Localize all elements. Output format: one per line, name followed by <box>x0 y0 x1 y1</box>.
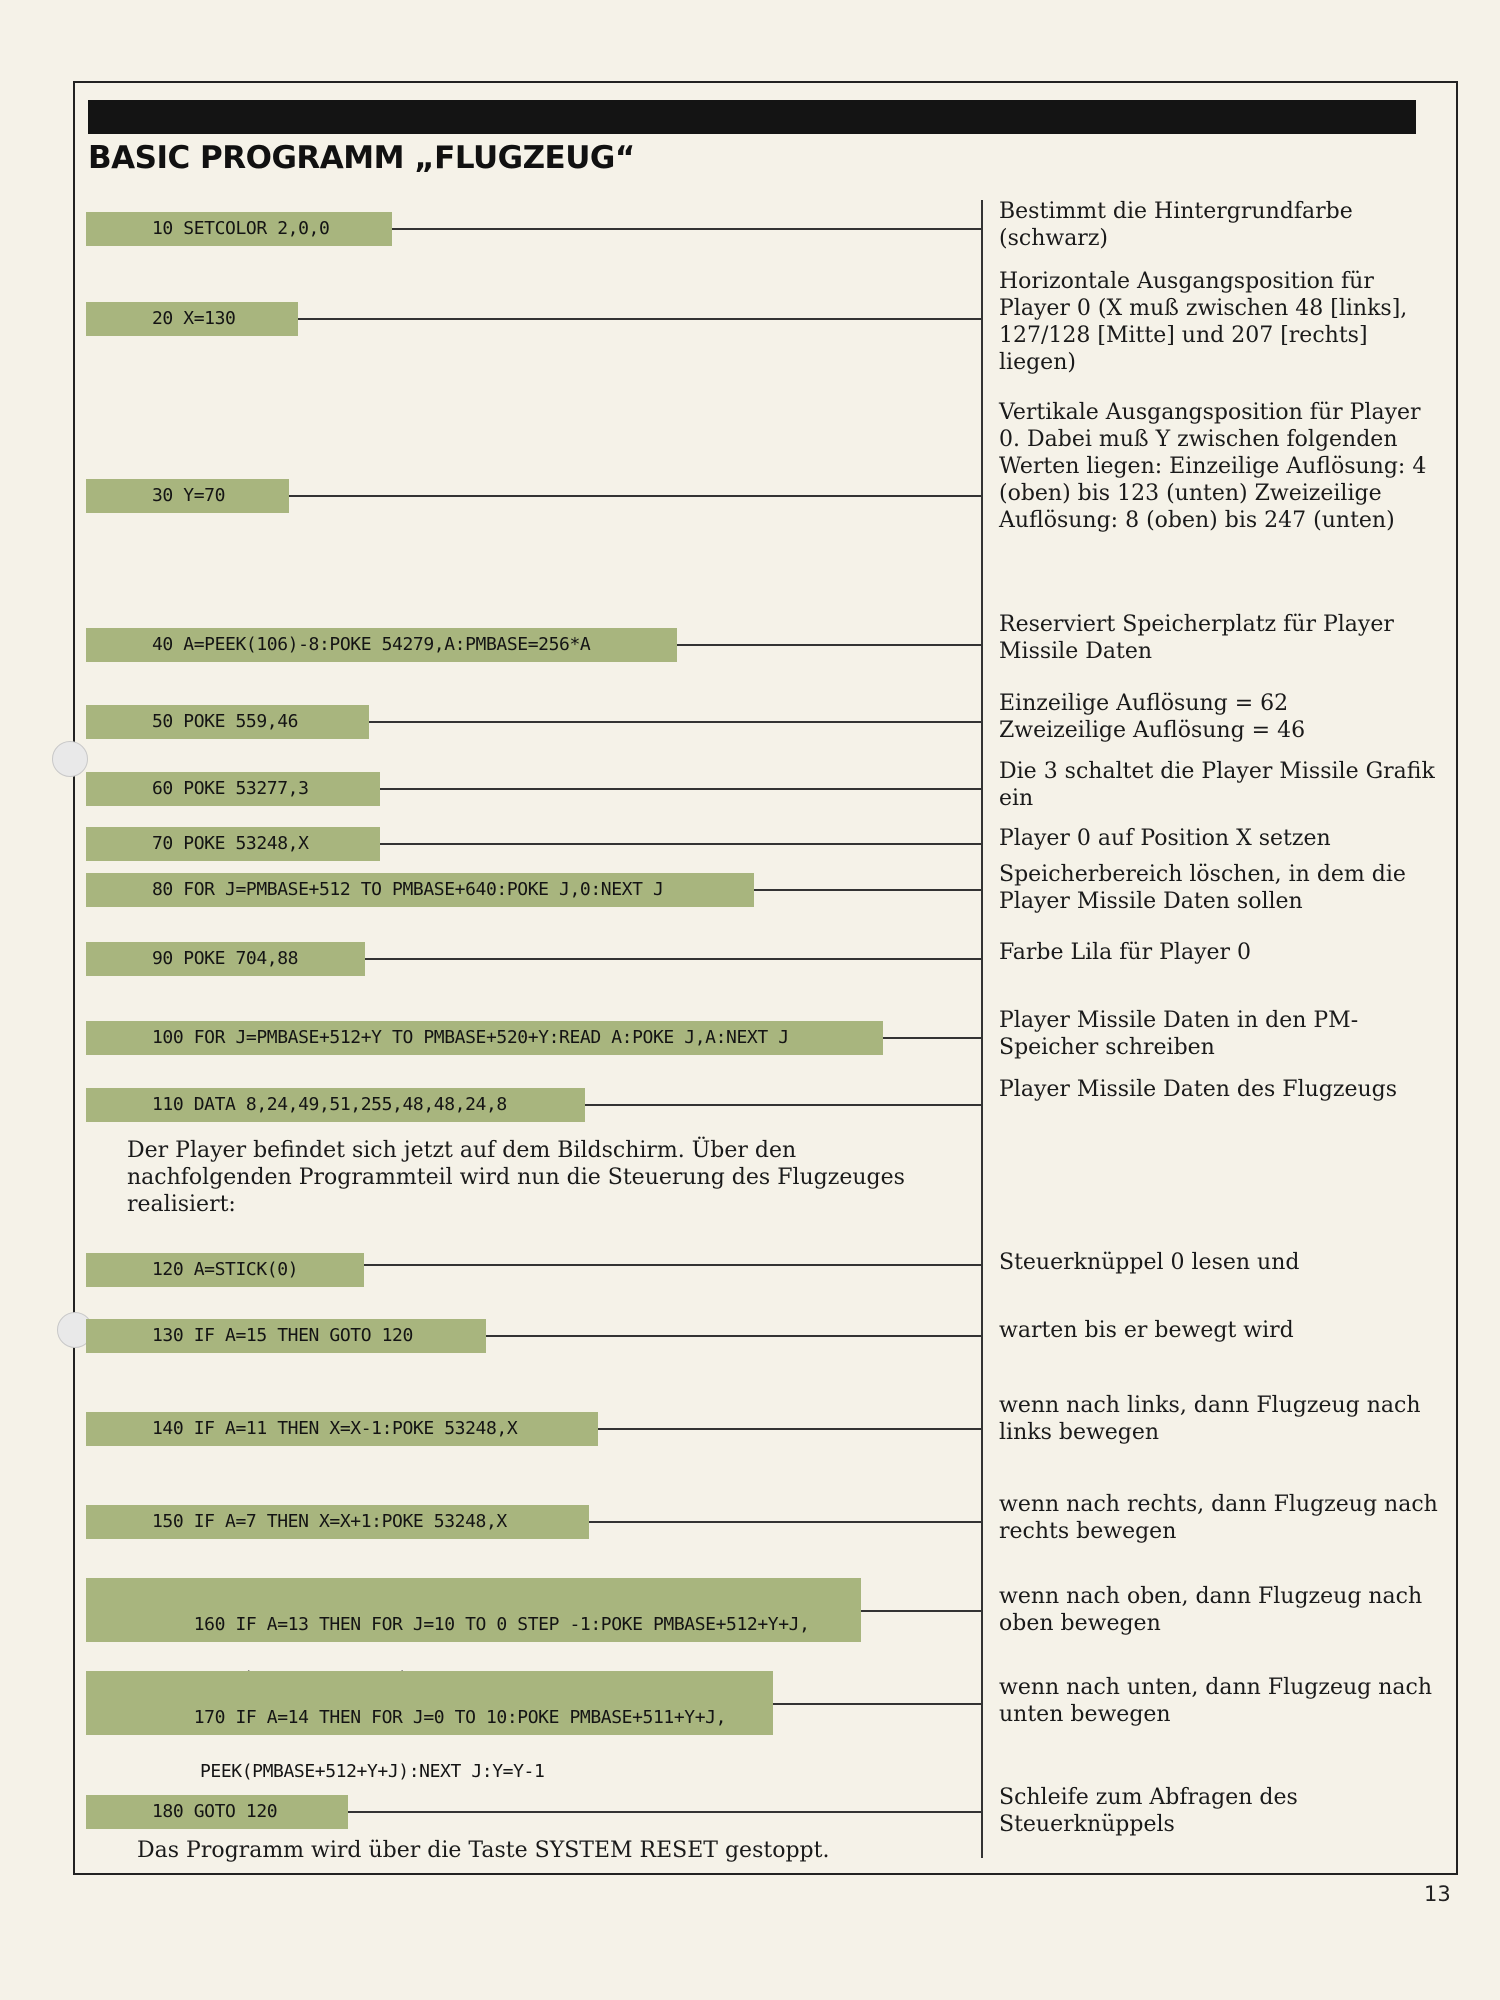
annotation: Die 3 schaltet die Player Missile Grafik ein <box>999 759 1435 811</box>
annotation: warten bis er bewegt wird <box>999 1318 1294 1343</box>
leader-line <box>486 1335 981 1337</box>
column-divider <box>981 200 983 1858</box>
annotation: Steuerknüppel 0 lesen und <box>999 1250 1300 1275</box>
code-line: 130 IF A=15 THEN GOTO 120 <box>86 1319 486 1353</box>
code-line: 60 POKE 53277,3 <box>86 772 380 806</box>
code-text: 160 IF A=13 THEN FOR J=10 TO 0 STEP -1:POKE PMBASE+512+Y+J, <box>193 1614 810 1635</box>
annotation: wenn nach oben, dann Flugzeug nach oben bewegen <box>999 1584 1423 1636</box>
leader-line <box>585 1104 981 1106</box>
leader-line <box>289 495 981 497</box>
binder-hole <box>52 741 88 777</box>
intro-paragraph: Der Player befindet sich jetzt auf dem Bildschirm. Über den nachfolgenden Programmteil wird nun die Steuerung des Flugzeuges realisiert: <box>127 1138 905 1217</box>
annotation: Schleife zum Abfragen des Steuerknüppels <box>999 1785 1298 1837</box>
code-line: 140 IF A=11 THEN X=X-1:POKE 53248,X <box>86 1412 598 1446</box>
annotation: Horizontale Ausgangsposition für Player 0 (X muß zwischen 48 [links], 127/128 [Mitte] und 207 [rechts] liegen) <box>999 269 1408 375</box>
code-line <box>86 1578 861 1642</box>
code-line: 30 Y=70 <box>86 479 289 513</box>
footer-note: Das Programm wird über die Taste SYSTEM RESET gestoppt. <box>137 1838 830 1863</box>
leader-line <box>369 721 981 723</box>
leader-line <box>589 1521 981 1523</box>
code-text: 170 IF A=14 THEN FOR J=0 TO 10:POKE PMBASE+511+Y+J, <box>193 1707 727 1728</box>
annotation: wenn nach unten, dann Flugzeug nach unten bewegen <box>999 1675 1433 1727</box>
code-line: 40 A=PEEK(106)-8:POKE 54279,A:PMBASE=256*A <box>86 628 677 662</box>
code-line: 150 IF A=7 THEN X=X+1:POKE 53248,X <box>86 1505 589 1539</box>
leader-line <box>380 788 981 790</box>
leader-line <box>380 843 981 845</box>
leader-line <box>392 228 981 230</box>
annotation: Player 0 auf Position X setzen <box>999 826 1331 851</box>
annotation: Vertikale Ausgangsposition für Player 0. Dabei muß Y zwischen folgenden Werten liegen: Einzeilige Auflösung: 4 (oben) bis 123 (unten) Zweizeilige Auflösung: 8 (oben) bis 247 (unten) <box>999 400 1427 533</box>
annotation: Player Missile Daten in den PM-Speicher schreiben <box>999 1008 1359 1060</box>
annotation: Player Missile Daten des Flugzeugs <box>999 1077 1398 1102</box>
annotation: wenn nach rechts, dann Flugzeug nach rechts bewegen <box>999 1492 1438 1544</box>
annotation: wenn nach links, dann Flugzeug nach links bewegen <box>999 1393 1421 1445</box>
code-line: 90 POKE 704,88 <box>86 942 365 976</box>
code-text-continued: PEEK(PMBASE+512+Y+J):NEXT J:Y=Y-1 <box>200 1761 545 1782</box>
annotation: Speicherbereich löschen, in dem die Player Missile Daten sollen <box>999 862 1406 914</box>
code-line: 70 POKE 53248,X <box>86 827 380 861</box>
header-bar <box>88 100 1416 134</box>
code-line: 20 X=130 <box>86 302 298 336</box>
code-line: 10 SETCOLOR 2,0,0 <box>86 212 392 246</box>
leader-line <box>298 318 981 320</box>
code-line: 110 DATA 8,24,49,51,255,48,48,24,8 <box>86 1088 585 1122</box>
annotation: Bestimmt die Hintergrundfarbe (schwarz) <box>999 199 1353 251</box>
leader-line <box>365 958 981 960</box>
code-line <box>86 1671 773 1782</box>
page-number: 13 <box>1424 1882 1451 1906</box>
page-title: BASIC PROGRAMM „FLUGZEUG“ <box>88 140 635 176</box>
leader-line <box>883 1037 981 1039</box>
leader-line <box>754 889 981 891</box>
leader-line <box>364 1264 981 1266</box>
annotation: Farbe Lila für Player 0 <box>999 940 1252 965</box>
leader-line <box>348 1811 981 1813</box>
leader-line <box>598 1428 981 1430</box>
leader-line <box>773 1703 981 1705</box>
annotation: Reserviert Speicherplatz für Player Missile Daten <box>999 612 1394 664</box>
annotation: Einzeilige Auflösung = 62 <box>999 691 1289 716</box>
code-line: 80 FOR J=PMBASE+512 TO PMBASE+640:POKE J,0:NEXT J <box>86 873 754 907</box>
annotation: Zweizeilige Auflösung = 46 <box>999 718 1306 743</box>
leader-line <box>677 644 981 646</box>
code-line: 100 FOR J=PMBASE+512+Y TO PMBASE+520+Y:READ A:POKE J,A:NEXT J <box>86 1021 883 1055</box>
code-line: 120 A=STICK(0) <box>86 1253 364 1287</box>
code-line: 50 POKE 559,46 <box>86 705 369 739</box>
leader-line <box>861 1610 981 1612</box>
code-line: 180 GOTO 120 <box>86 1795 348 1829</box>
